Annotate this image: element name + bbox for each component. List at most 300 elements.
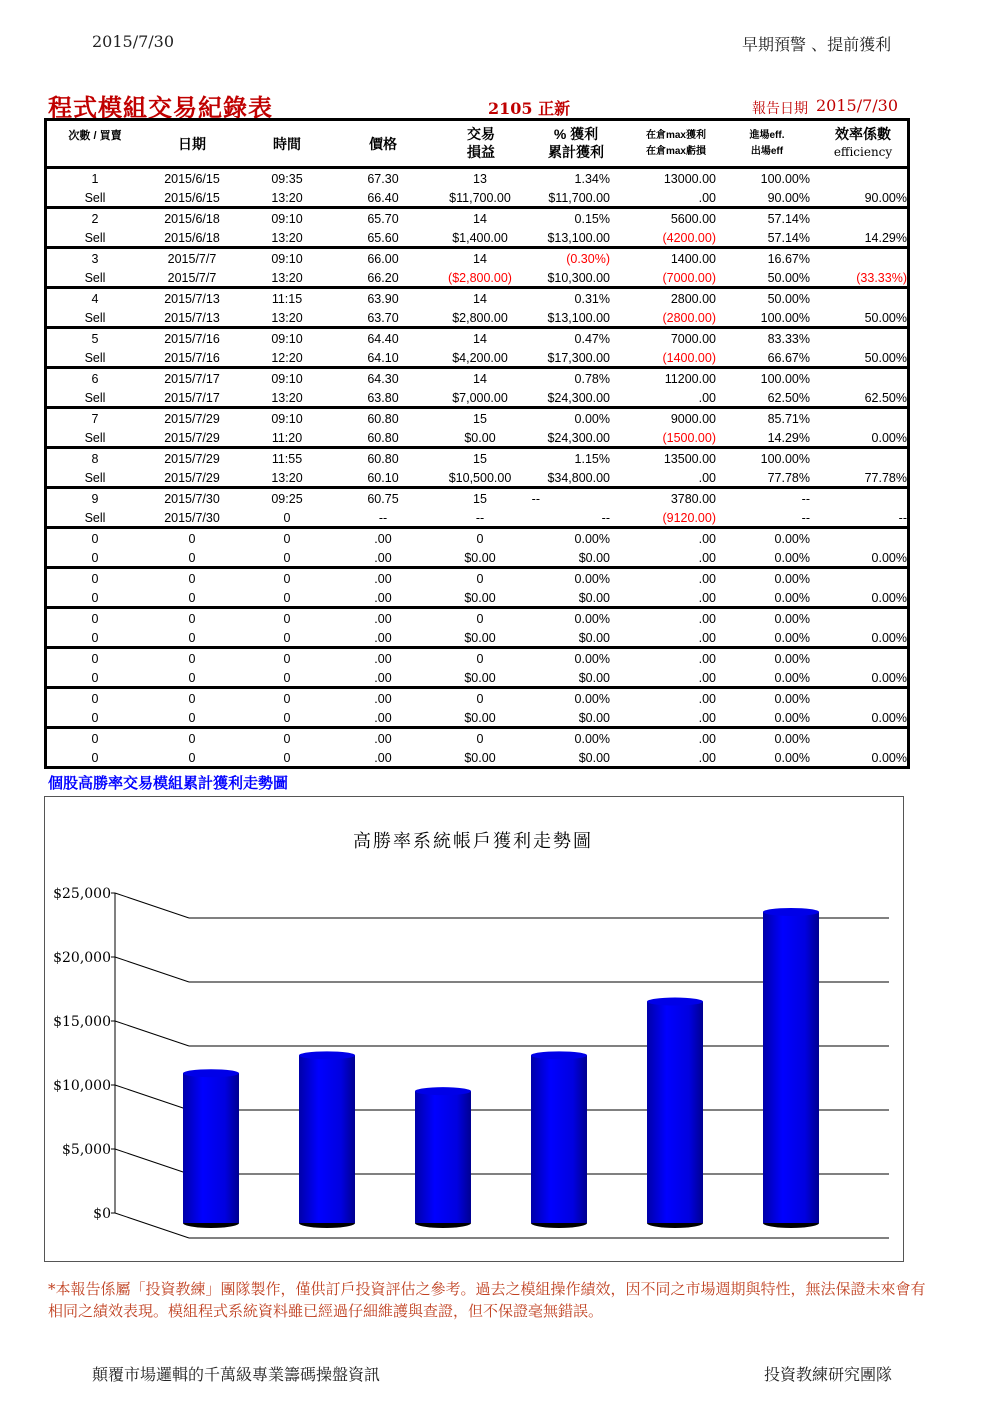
table-cell: 09:25 xyxy=(271,492,303,506)
table-cell: 0.00% xyxy=(774,532,810,546)
table-cell: 3780.00 xyxy=(670,492,716,506)
table-cell: 14 xyxy=(473,332,487,346)
table-cell: 50.00% xyxy=(864,351,907,365)
stock-code: 2105 正新 xyxy=(488,99,571,118)
table-cell: 0 xyxy=(91,692,99,706)
col-effi-top: 效率係數 xyxy=(835,126,891,142)
bar-top xyxy=(647,998,703,1006)
table-cell: 0 xyxy=(283,511,291,525)
exit-row xyxy=(47,748,907,768)
exit-row xyxy=(47,188,907,208)
table-cell: 62.50% xyxy=(864,391,907,405)
table-cell: 09:10 xyxy=(271,252,303,266)
table-cell: 0.00% xyxy=(871,431,907,445)
col-pct-bottom: 累計獲利 xyxy=(548,144,604,160)
table-cell: (0.30%) xyxy=(566,252,610,266)
table-cell: 0.00% xyxy=(574,732,610,746)
table-cell: 0.15% xyxy=(574,212,610,226)
footer-right: 投資教練研究團隊 xyxy=(764,1365,893,1384)
trade-pair xyxy=(47,609,907,649)
table-cell: (1500.00) xyxy=(662,431,716,445)
table-cell: $7,000.00 xyxy=(452,391,508,405)
table-cell: 60.80 xyxy=(367,412,399,426)
table-cell: 0 xyxy=(188,751,196,765)
bar-top xyxy=(415,1087,471,1095)
gridline-diagonal xyxy=(115,1021,189,1046)
table-cell: 2015/7/17 xyxy=(164,372,220,386)
table-cell: 0.00% xyxy=(574,692,610,706)
table-cell: 50.00% xyxy=(767,271,810,285)
table-cell: 2015/7/13 xyxy=(164,292,220,306)
table-cell: 0 xyxy=(91,732,99,746)
exit-row xyxy=(47,308,907,328)
table-cell: (9120.00) xyxy=(662,511,716,525)
table-cell: 6 xyxy=(91,372,99,386)
table-cell: 0 xyxy=(283,692,291,706)
profit-chart xyxy=(44,796,904,1262)
trade-pair xyxy=(47,649,907,689)
disclaimer: *本報告係屬「投資教練」團隊製作，僅供訂戶投資評估之參考。過去之模組操作績效，因不同之市場週期與特性，無法保證未來會有相同之績效表現。模組程式系統資料雖已經過仔細維護與查證，但不保證毫無錯誤。 xyxy=(48,1280,926,1320)
col-eff-bottom: 出場eff xyxy=(750,146,784,157)
table-cell: 1400.00 xyxy=(670,252,716,266)
bar xyxy=(299,1055,355,1223)
table-cell: 13:20 xyxy=(271,391,303,405)
table-cell: 0 xyxy=(91,532,99,546)
bar xyxy=(647,1002,703,1223)
col-date: 日期 xyxy=(178,136,206,152)
exit-row xyxy=(47,468,907,488)
table-cell: $0.00 xyxy=(464,591,496,605)
table-cell: $0.00 xyxy=(578,551,610,565)
table-cell: .00 xyxy=(374,711,392,725)
table-cell: 5600.00 xyxy=(670,212,716,226)
table-cell: 0.00% xyxy=(871,751,907,765)
y-tick-label: $0 xyxy=(93,1206,111,1222)
table-cell: 0.00% xyxy=(871,711,907,725)
table-cell: 14 xyxy=(473,212,487,226)
table-cell: 0.00% xyxy=(871,631,907,645)
table-cell: 65.70 xyxy=(367,212,399,226)
table-cell: 0 xyxy=(283,631,291,645)
table-cell: 14.29% xyxy=(864,231,907,245)
table-cell: 5 xyxy=(91,332,99,346)
table-cell: 8 xyxy=(91,452,99,466)
gridline-diagonal xyxy=(115,1085,189,1110)
table-cell: 66.00 xyxy=(367,252,399,266)
table-cell: 0 xyxy=(188,692,196,706)
table-cell: 11:20 xyxy=(271,431,303,445)
table-cell: 13:20 xyxy=(271,471,303,485)
table-cell: 1.15% xyxy=(574,452,610,466)
table-cell: $24,300.00 xyxy=(547,431,610,445)
exit-row xyxy=(47,668,907,688)
col-max-top: 在倉max獲利 xyxy=(645,130,706,141)
entry-row xyxy=(47,649,907,669)
table-cell: .00 xyxy=(698,572,716,586)
bar-top xyxy=(531,1051,587,1059)
table-cell: 2800.00 xyxy=(670,292,716,306)
table-cell: -- xyxy=(601,511,610,525)
table-cell: 0 xyxy=(283,551,291,565)
table-cell: 0 xyxy=(91,652,99,666)
trade-pair xyxy=(47,409,907,449)
table-cell: -- xyxy=(801,492,810,506)
table-cell: .00 xyxy=(698,191,716,205)
table-cell: 57.14% xyxy=(767,231,810,245)
table-body xyxy=(47,169,907,766)
bar-top xyxy=(763,908,819,916)
y-tick-label: $25,000 xyxy=(53,886,111,902)
table-cell: 77.78% xyxy=(767,471,810,485)
table-cell: 0 xyxy=(283,652,291,666)
y-tick-label: $15,000 xyxy=(53,1014,111,1030)
table-cell: 2015/7/29 xyxy=(164,412,220,426)
col-max-bottom: 在倉max虧損 xyxy=(645,146,706,157)
table-cell: 62.50% xyxy=(767,391,810,405)
table-cell: 83.33% xyxy=(767,332,810,346)
table-cell: 2015/6/18 xyxy=(164,212,220,226)
exit-row xyxy=(47,388,907,408)
table-cell: 2015/7/7 xyxy=(167,271,217,285)
col-effi-bottom: efficiency xyxy=(833,145,893,159)
col-price: 價格 xyxy=(369,136,397,152)
table-cell: 77.78% xyxy=(864,471,907,485)
table-cell: (1400.00) xyxy=(662,351,716,365)
bar-top xyxy=(299,1051,355,1059)
table-cell: 0 xyxy=(283,591,291,605)
table-cell: .00 xyxy=(374,591,392,605)
bar xyxy=(763,912,819,1223)
table-cell: 9 xyxy=(91,492,99,506)
table-cell: .00 xyxy=(374,652,392,666)
table-cell: Sell xyxy=(84,271,106,285)
table-cell: $0.00 xyxy=(578,631,610,645)
col-trade-top: 交易 xyxy=(467,126,495,142)
table-cell: $0.00 xyxy=(464,671,496,685)
bar xyxy=(183,1073,239,1223)
table-cell: 13500.00 xyxy=(663,452,716,466)
col-seq: 次數 / 買賣 xyxy=(68,130,122,142)
table-cell: ($2,800.00) xyxy=(448,271,512,285)
table-cell: .00 xyxy=(698,532,716,546)
table-cell: 64.40 xyxy=(367,332,399,346)
table-cell: (4200.00) xyxy=(662,231,716,245)
chart-section-label: 個股高勝率交易模組累計獲利走勢圖 xyxy=(48,774,289,792)
entry-row xyxy=(47,409,907,429)
entry-row xyxy=(47,489,907,509)
table-cell: (2800.00) xyxy=(662,311,716,325)
table-cell: 0 xyxy=(283,751,291,765)
entry-row xyxy=(47,729,907,749)
table-cell: 60.80 xyxy=(367,431,399,445)
chart-svg xyxy=(45,797,903,1261)
table-cell: 0 xyxy=(476,612,484,626)
table-cell: $0.00 xyxy=(464,751,496,765)
table-cell: Sell xyxy=(84,471,106,485)
entry-row xyxy=(47,369,907,389)
y-tick-label: $10,000 xyxy=(53,1078,111,1094)
table-cell: 09:10 xyxy=(271,212,303,226)
table-cell: $0.00 xyxy=(578,591,610,605)
entry-row xyxy=(47,609,907,629)
table-cell: 0.78% xyxy=(574,372,610,386)
table-cell: 2015/6/15 xyxy=(164,172,220,186)
table-cell: 2015/7/30 xyxy=(164,511,220,525)
table-cell: $0.00 xyxy=(578,751,610,765)
table-cell: 0 xyxy=(188,631,196,645)
table-cell: .00 xyxy=(698,671,716,685)
exit-row xyxy=(47,508,907,528)
table-cell: 09:10 xyxy=(271,412,303,426)
table-cell: 11:15 xyxy=(271,292,303,306)
exit-row xyxy=(47,228,907,248)
table-cell: 2015/7/17 xyxy=(164,391,220,405)
table-cell: 0 xyxy=(188,572,196,586)
table-cell: .00 xyxy=(374,692,392,706)
entry-row xyxy=(47,449,907,469)
table-cell: 0.47% xyxy=(574,332,610,346)
table-cell: 0.00% xyxy=(774,572,810,586)
table-cell: 0.00% xyxy=(774,612,810,626)
table-cell: 2015/6/15 xyxy=(164,191,220,205)
table-cell: 13:20 xyxy=(271,231,303,245)
trade-pair xyxy=(47,689,907,729)
entry-row xyxy=(47,249,907,269)
table-cell: 0 xyxy=(91,631,99,645)
exit-row xyxy=(47,588,907,608)
table-cell: 63.80 xyxy=(367,391,399,405)
y-tick-label: $5,000 xyxy=(62,1142,111,1158)
table-cell: $10,500.00 xyxy=(448,471,512,485)
table-cell: .00 xyxy=(698,591,716,605)
trade-pair xyxy=(47,249,907,289)
table-cell: Sell xyxy=(84,511,106,525)
table-cell: $34,800.00 xyxy=(547,471,610,485)
bar xyxy=(531,1055,587,1223)
trade-pair xyxy=(47,289,907,329)
table-cell: 2015/7/30 xyxy=(164,492,220,506)
table-cell: $0.00 xyxy=(464,551,496,565)
table-cell: .00 xyxy=(698,652,716,666)
table-cell: .00 xyxy=(374,751,392,765)
table-cell: 15 xyxy=(473,452,487,466)
table-cell: $17,300.00 xyxy=(547,351,610,365)
table-cell: .00 xyxy=(698,612,716,626)
table-cell: 60.75 xyxy=(367,492,399,506)
table-cell: 0 xyxy=(283,732,291,746)
table-cell: $11,700.00 xyxy=(548,191,610,205)
table-cell: 0 xyxy=(188,612,196,626)
table-cell: Sell xyxy=(84,431,106,445)
table-cell: 0 xyxy=(188,711,196,725)
table-cell: 1 xyxy=(91,172,99,186)
table-cell: .00 xyxy=(698,692,716,706)
trade-pair xyxy=(47,529,907,569)
col-eff-top: 進場eff. xyxy=(749,130,785,141)
col-time: 時間 xyxy=(273,136,301,152)
table-cell: 90.00% xyxy=(864,191,907,205)
table-cell: -- xyxy=(531,492,540,506)
table-cell: 12:20 xyxy=(271,351,303,365)
table-cell: 67.30 xyxy=(367,172,399,186)
table-cell: 0 xyxy=(188,652,196,666)
y-tick-label: $20,000 xyxy=(53,950,111,966)
table-cell: -- xyxy=(898,511,907,525)
trade-pair xyxy=(47,169,907,209)
table-cell: 0 xyxy=(188,671,196,685)
table-cell: -- xyxy=(801,511,810,525)
trade-pair xyxy=(47,209,907,249)
table-cell: 90.00% xyxy=(767,191,810,205)
table-cell: 0.00% xyxy=(871,551,907,565)
gridline-diagonal xyxy=(115,1213,189,1238)
trade-pair xyxy=(47,329,907,369)
table-cell: 0.00% xyxy=(774,711,810,725)
table-cell: 2015/7/29 xyxy=(164,471,220,485)
table-cell: 0.00% xyxy=(574,612,610,626)
table-cell: 0.00% xyxy=(774,652,810,666)
trade-record-table xyxy=(44,118,910,769)
table-cell: (7000.00) xyxy=(662,271,716,285)
table-cell: 0 xyxy=(91,751,99,765)
table-cell: 66.40 xyxy=(367,191,399,205)
table-cell: 0.00% xyxy=(574,532,610,546)
table-cell: 0 xyxy=(91,671,99,685)
table-cell: 14 xyxy=(473,292,487,306)
table-cell: 2015/6/18 xyxy=(164,231,220,245)
table-cell: 100.00% xyxy=(760,172,810,186)
table-cell: $0.00 xyxy=(578,671,610,685)
table-cell: 60.10 xyxy=(367,471,399,485)
table-cell: 0.31% xyxy=(574,292,610,306)
table-cell: 11200.00 xyxy=(664,372,716,386)
table-cell: 1.34% xyxy=(574,172,610,186)
table-cell: 0 xyxy=(188,532,196,546)
table-cell: 0.00% xyxy=(574,412,610,426)
bar-top xyxy=(183,1069,239,1077)
table-cell: 2015/7/29 xyxy=(164,431,220,445)
entry-row xyxy=(47,329,907,349)
table-cell: $0.00 xyxy=(464,631,496,645)
table-cell: 63.70 xyxy=(367,311,399,325)
header-slogan: 早期預警 、提前獲利 xyxy=(742,35,892,54)
table-cell: 2015/7/7 xyxy=(167,252,217,266)
table-cell: 14 xyxy=(473,252,487,266)
table-cell: Sell xyxy=(84,311,106,325)
entry-row xyxy=(47,569,907,589)
table-cell: 0.00% xyxy=(774,751,810,765)
table-cell: 65.60 xyxy=(367,231,399,245)
table-cell: 0 xyxy=(91,551,99,565)
col-trade-bottom: 損益 xyxy=(467,144,495,160)
trade-pair xyxy=(47,489,907,529)
table-cell: Sell xyxy=(84,391,106,405)
table-cell: 0.00% xyxy=(774,692,810,706)
exit-row xyxy=(47,348,907,368)
table-cell: 7000.00 xyxy=(670,332,716,346)
table-cell: 15 xyxy=(473,492,487,506)
table-cell: 66.20 xyxy=(367,271,399,285)
table-cell: .00 xyxy=(698,551,716,565)
table-cell: 2015/7/16 xyxy=(164,332,220,346)
table-cell: 13 xyxy=(473,172,487,186)
col-pct-top: % 獲利 xyxy=(553,126,599,142)
table-cell: 0 xyxy=(283,572,291,586)
table-cell: 9000.00 xyxy=(670,412,716,426)
table-cell: .00 xyxy=(698,732,716,746)
table-cell: 0 xyxy=(188,591,196,605)
table-cell: 100.00% xyxy=(760,311,810,325)
table-cell: 0 xyxy=(188,551,196,565)
exit-row xyxy=(47,268,907,288)
table-cell: 63.90 xyxy=(367,292,399,306)
table-cell: 0 xyxy=(91,612,99,626)
table-cell: .00 xyxy=(374,532,392,546)
table-cell: $4,200.00 xyxy=(452,351,508,365)
table-cell: 50.00% xyxy=(767,292,810,306)
table-cell: .00 xyxy=(698,711,716,725)
table-cell: Sell xyxy=(84,191,106,205)
table-cell: 09:10 xyxy=(271,372,303,386)
exit-row xyxy=(47,548,907,568)
header-date: 2015/7/30 xyxy=(92,32,175,51)
table-cell: 0.00% xyxy=(774,591,810,605)
exit-row xyxy=(47,708,907,728)
table-cell: 0.00% xyxy=(774,631,810,645)
table-cell: 0 xyxy=(476,652,484,666)
table-cell: -- xyxy=(378,511,388,525)
table-cell: $0.00 xyxy=(464,711,496,725)
table-cell: .00 xyxy=(698,471,716,485)
page-title: 程式模組交易紀錄表 xyxy=(48,93,273,122)
table-cell: 13:20 xyxy=(271,191,303,205)
table-cell: 0 xyxy=(476,692,484,706)
table-cell: 66.67% xyxy=(767,351,810,365)
trade-pair xyxy=(47,569,907,609)
table-cell: 0 xyxy=(283,671,291,685)
bar xyxy=(415,1091,471,1223)
report-date-label: 報告日期 xyxy=(752,101,808,117)
table-cell: 0 xyxy=(188,732,196,746)
trade-pair xyxy=(47,369,907,409)
table-cell: .00 xyxy=(698,391,716,405)
table-cell: 0 xyxy=(91,572,99,586)
entry-row xyxy=(47,209,907,229)
table-cell: 7 xyxy=(91,412,99,426)
table-cell: 0.00% xyxy=(774,551,810,565)
footer-left: 顛覆市場邏輯的千萬級專業籌碼操盤資訊 xyxy=(92,1365,381,1384)
gridline-diagonal xyxy=(115,1149,189,1174)
table-cell: 0.00% xyxy=(774,732,810,746)
table-cell: 15 xyxy=(473,412,487,426)
table-cell: Sell xyxy=(84,231,106,245)
table-cell: $2,800.00 xyxy=(452,311,508,325)
table-cell: 0.00% xyxy=(774,671,810,685)
table-cell: 0 xyxy=(283,532,291,546)
table-cell: $1,400.00 xyxy=(452,231,508,245)
table-cell: 0 xyxy=(283,612,291,626)
table-cell: 64.10 xyxy=(367,351,399,365)
table-cell: 60.80 xyxy=(367,452,399,466)
entry-row xyxy=(47,289,907,309)
table-cell: 3 xyxy=(91,252,99,266)
entry-row xyxy=(47,169,907,189)
table-cell: $0.00 xyxy=(464,431,496,445)
table-cell: (33.33%) xyxy=(856,271,907,285)
table-cell: .00 xyxy=(698,631,716,645)
table-cell: 4 xyxy=(91,292,99,306)
table-cell: 0.00% xyxy=(574,572,610,586)
